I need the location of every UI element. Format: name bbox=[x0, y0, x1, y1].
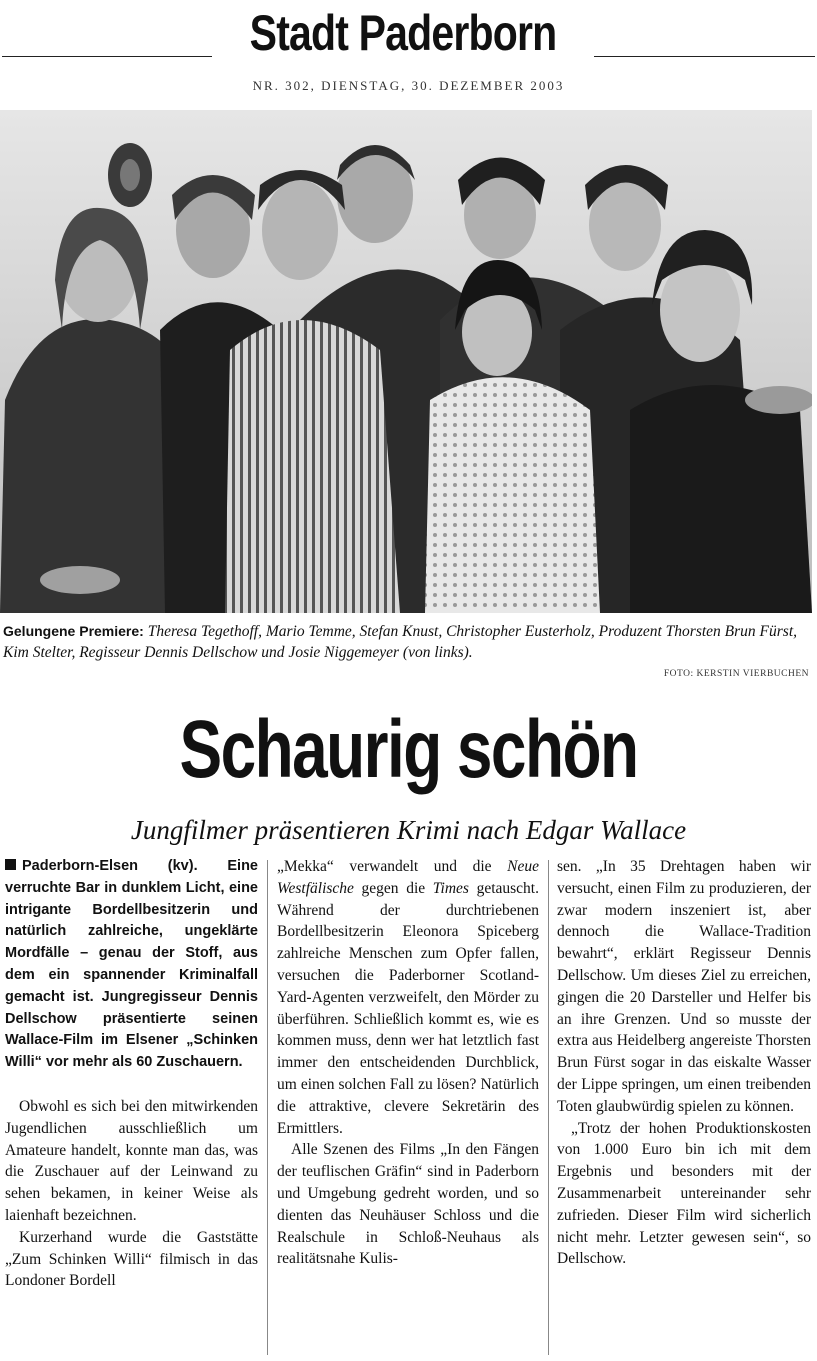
masthead-rule-right bbox=[594, 56, 815, 57]
subheadline: Jungfilmer präsentieren Krimi nach Edgar Wallace bbox=[130, 815, 687, 845]
newspaper-name: Times bbox=[432, 879, 469, 897]
article-lead bbox=[5, 856, 258, 1074]
body-paragraph: Obwohl es sich bei den mitwirkenden Jugendlichen ausschließlich um Amateure handelt, konnte man das, was die Zuschauer auf der Leinwand zu sehen bekamen, in keiner Weise als laienhaft bezeichnen. bbox=[5, 1097, 258, 1224]
column-divider bbox=[548, 860, 549, 1355]
photo-caption bbox=[3, 621, 811, 663]
group-photo-illustration bbox=[0, 110, 812, 613]
bullet-square-icon bbox=[5, 859, 16, 870]
newspaper-name: Neue Westfälische bbox=[277, 858, 539, 897]
text-run: getauscht. Während der durchtriebenen Bordellbesitzerin Eleonora Spiceberg zahlreiche Menschen zum Opfer fallen, versuchen die Paderborner Scotland-Yard-Agenten verzweifelt, den Mörder zu überführen. Schließlich kommt es, wie es kommen muss, denn wer hat letztlich fast immer den entscheidenden Durchblick, um einen solchen Fall zu lösen? Natürlich die attraktive, clevere Sekretärin des Ermittlers. bbox=[277, 879, 539, 1137]
masthead bbox=[0, 2, 817, 60]
column-divider bbox=[267, 860, 268, 1355]
caption-text: Theresa Tegethoff, Mario Temme, Stefan Knust, Christopher Eusterholz, Produzent Thorsten Brun Fürst, Kim Stelter, Regisseur Dennis Dellschow und Josie Niggemeyer (von links). bbox=[3, 623, 798, 661]
article-column-2 bbox=[277, 856, 539, 1270]
headline: Schaurig schön bbox=[179, 704, 638, 795]
group-photo bbox=[0, 110, 812, 613]
issue-line: NR. 302, DIENSTAG, 30. DEZEMBER 2003 bbox=[252, 78, 565, 93]
body-paragraph: Alle Szenen des Films „In den Fängen der teuflischen Gräfin“ sind in Paderborn und Umgebung gedreht worden, und so dienten das Neuhäuser Schloss und die Realschule in Schloß-Neuhaus als realitätsnahe Kulis- bbox=[277, 1141, 539, 1268]
body-paragraph: Kurzerhand wurde die Gaststätte „Zum Schinken Willi“ filmisch in das Londoner Bordell bbox=[5, 1228, 258, 1290]
article-column-1 bbox=[5, 856, 258, 1292]
caption-lead: Gelungene Premiere: bbox=[3, 623, 144, 639]
masthead-rule-left bbox=[2, 56, 212, 57]
photo-credit: FOTO: KERSTIN VIERBUCHEN bbox=[663, 669, 809, 679]
body-paragraph bbox=[277, 856, 539, 1139]
text-run: „Mekka“ verwandelt und die bbox=[277, 858, 508, 875]
body-paragraph: sen. „In 35 Drehtagen haben wir versucht, einen Film zu produzieren, der zwar modern inszeniert ist, aber dennoch die Wallace-Tradition bewahrt“, erklärt Regisseur Dennis Dellschow. Um dieses Ziel zu erreichen, gingen die 20 Darsteller und Helfer bis an ihre Grenzen. Und so musste der extra aus Heidelberg angereiste Thorsten Brun Fürst sogar in das eiskalte Wasser der Lippe springen, um einen treibenden Toten glaubwürdig spielen zu können. bbox=[557, 858, 811, 1115]
text-run: gegen die bbox=[353, 879, 433, 897]
lead-text: Paderborn-Elsen (kv). Eine verruchte Bar in dunklem Licht, eine intrigante Bordellbesitzerin und natürlich zahlreiche, ungeklärte Mordfälle – genau der Stoff, aus dem ein spannender Kriminalfall gemacht ist. Jungregisseur Dennis Dellschow präsentierte seinen Wallace-Film im Elsener „Schinken Willi“ vor mehr als 60 Zuschauern. bbox=[5, 858, 258, 1071]
article-column-3 bbox=[557, 856, 811, 1270]
section-title: Stadt Paderborn bbox=[249, 5, 557, 61]
body-paragraph: „Trotz der hohen Produktionskosten von 1.000 Euro bin ich mit dem Ergebnis und besonders mit der Zusammenarbeit untereinander sehr zufrieden. Dieser Film wird sicherlich nicht mehr. Letzter gewesen sein“, so Dellschow. bbox=[557, 1119, 811, 1268]
